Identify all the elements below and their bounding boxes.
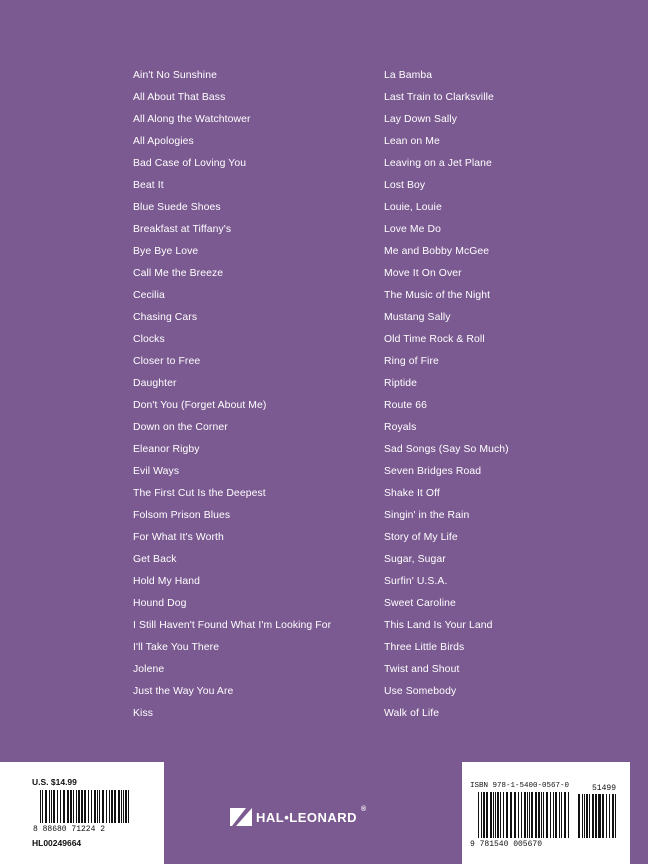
- song-title: Riptide: [384, 378, 418, 389]
- barcode-bar: [612, 794, 614, 838]
- barcode-bar: [546, 792, 548, 838]
- song-title: Get Back: [133, 554, 177, 565]
- barcode-bar: [514, 792, 516, 838]
- barcode-bar: [606, 794, 607, 838]
- barcode-bar: [82, 790, 83, 823]
- song-list: [133, 65, 635, 725]
- registered-mark: ®: [361, 806, 367, 813]
- song-title: Last Train to Clarksville: [384, 92, 494, 103]
- barcode-bar: [109, 790, 110, 823]
- publisher-name: HAL•LEONARD: [256, 809, 358, 825]
- barcode-bar: [60, 790, 61, 823]
- barcode-bar: [111, 790, 113, 823]
- price-label: U.S. $14.99: [32, 777, 77, 787]
- barcode-bar: [568, 792, 569, 838]
- song-title: The First Cut Is the Deepest: [133, 488, 266, 499]
- barcode-bar: [541, 792, 542, 838]
- barcode-bar: [555, 792, 557, 838]
- barcode-bar: [535, 792, 536, 838]
- barcode-bar: [550, 792, 551, 838]
- barcode-bar: [73, 790, 74, 823]
- song-title: Louie, Louie: [384, 202, 442, 213]
- publisher-logo: [230, 806, 367, 828]
- barcode-bar: [493, 792, 494, 838]
- barcode-bar: [121, 790, 122, 823]
- barcode-bar: [99, 790, 100, 823]
- barcode-bar: [128, 790, 129, 823]
- song-list-left: [133, 65, 384, 725]
- barcode-bar: [495, 792, 496, 838]
- barcode-bar: [88, 790, 89, 823]
- barcode-bar: [118, 790, 120, 823]
- barcode-bar: [57, 790, 58, 823]
- barcode-bar: [586, 794, 588, 838]
- song-title: Blue Suede Shoes: [133, 202, 221, 213]
- barcode-bar: [106, 790, 107, 823]
- upc-barcode: [40, 790, 130, 823]
- song-title: Just the Way You Are: [133, 686, 234, 697]
- song-title: Lay Down Sally: [384, 114, 458, 125]
- barcode-bar: [78, 790, 80, 823]
- song-title: The Music of the Night: [384, 290, 491, 301]
- barcode-bar: [478, 792, 479, 838]
- barcode-bar: [51, 790, 52, 823]
- barcode-bar: [84, 790, 86, 823]
- barcode-bar: [582, 794, 583, 838]
- song-title: Ain't No Sunshine: [133, 70, 217, 81]
- barcode-bar: [521, 792, 522, 838]
- barcode-bar: [511, 792, 512, 838]
- song-title: Singin' in the Rain: [384, 510, 470, 521]
- song-title: Move It On Over: [384, 268, 462, 279]
- barcode-bar: [42, 790, 43, 823]
- song-title: Eleanor Rigby: [133, 444, 200, 455]
- barcode-bar: [564, 792, 566, 838]
- song-title: Shake It Off: [384, 488, 440, 499]
- song-title: Royals: [384, 422, 417, 433]
- barcode-bar: [481, 792, 482, 838]
- song-title: All Apologies: [133, 136, 194, 147]
- barcode-bar: [500, 792, 501, 838]
- barcode-bar: [490, 792, 492, 838]
- barcode-bar: [486, 792, 487, 838]
- song-title: Jolene: [133, 664, 165, 675]
- barcode-bar: [559, 792, 560, 838]
- song-title: For What It's Worth: [133, 532, 224, 543]
- song-title: Sweet Caroline: [384, 598, 456, 609]
- barcode-bar: [114, 790, 115, 823]
- song-title: Twist and Shout: [384, 664, 460, 675]
- song-title: Beat It: [133, 180, 164, 191]
- isbn-label: ISBN 978-1-5400-0567-0: [470, 782, 570, 790]
- song-title: This Land Is Your Land: [384, 620, 493, 631]
- barcode-bar: [553, 792, 554, 838]
- barcode-bar: [543, 792, 544, 838]
- song-title: Call Me the Breeze: [133, 268, 224, 279]
- barcode-bar: [68, 790, 69, 823]
- barcode-bar: [91, 790, 92, 823]
- barcode-bar: [67, 790, 68, 823]
- barcode-bar: [599, 794, 600, 838]
- song-title: Sad Songs (Say So Much): [384, 444, 509, 455]
- barcode-bar: [506, 792, 508, 838]
- song-title: All Along the Watchtower: [133, 114, 251, 125]
- song-title: Surfin' U.S.A.: [384, 576, 448, 587]
- song-title: Cecilia: [133, 290, 165, 301]
- barcode-bar: [123, 790, 124, 823]
- barcode-bar: [49, 790, 50, 823]
- song-title: Ring of Fire: [384, 356, 439, 367]
- barcode-bar: [602, 794, 604, 838]
- song-title: Evil Ways: [133, 466, 180, 477]
- barcode-bar: [125, 790, 127, 823]
- barcode-bar: [531, 792, 533, 838]
- barcode-bar: [598, 794, 599, 838]
- song-title: Hound Dog: [133, 598, 187, 609]
- barcode-bar: [76, 790, 77, 823]
- barcode-bar: [584, 794, 585, 838]
- song-title: Mustang Sally: [384, 312, 451, 323]
- song-title: Chasing Cars: [133, 312, 198, 323]
- barcode-bar: [510, 792, 511, 838]
- song-title: Seven Bridges Road: [384, 466, 482, 477]
- barcode-bar: [102, 790, 104, 823]
- song-title: Hold My Hand: [133, 576, 201, 587]
- barcode-bar: [45, 790, 47, 823]
- barcode-bar: [536, 792, 537, 838]
- song-title: Down on the Corner: [133, 422, 228, 433]
- song-title: Story of My Life: [384, 532, 458, 543]
- barcode-bar: [483, 792, 485, 838]
- barcode-bar: [609, 794, 610, 838]
- barcode-bar: [595, 794, 597, 838]
- isbn-addon-barcode: [578, 794, 618, 838]
- isbn-digits: 9 781540 005670: [470, 840, 543, 849]
- barcode-bar: [561, 792, 562, 838]
- item-number: HL00249664: [32, 838, 82, 848]
- barcode-bar: [527, 792, 528, 838]
- song-title: Route 66: [384, 400, 427, 411]
- song-title: Old Time Rock & Roll: [384, 334, 485, 345]
- song-title: Sugar, Sugar: [384, 554, 446, 565]
- song-column-right: [384, 65, 635, 725]
- barcode-bar: [518, 792, 519, 838]
- song-title: I Still Haven't Found What I'm Looking For: [133, 620, 332, 631]
- song-title: Me and Bobby McGee: [384, 246, 490, 257]
- song-title: Breakfast at Tiffany's: [133, 224, 232, 235]
- song-title: Bye Bye Love: [133, 246, 199, 257]
- song-column-left: [133, 65, 384, 725]
- song-title: Folsom Prison Blues: [133, 510, 231, 521]
- hal-leonard-logo-icon: [230, 806, 252, 828]
- song-title: Clocks: [133, 334, 165, 345]
- song-title: Walk of Life: [384, 708, 440, 719]
- barcode-bar: [115, 790, 116, 823]
- barcode-bar: [70, 790, 72, 823]
- song-title: Use Somebody: [384, 686, 457, 697]
- song-title: Three Little Birds: [384, 642, 465, 653]
- barcode-bar: [524, 792, 526, 838]
- barcode-bar: [487, 792, 488, 838]
- barcode-bar: [97, 790, 98, 823]
- barcode-bar: [592, 794, 593, 838]
- song-title: Don't You (Forget About Me): [133, 400, 267, 411]
- song-list-right: [384, 65, 635, 725]
- song-title: All About That Bass: [133, 92, 226, 103]
- song-title: Lean on Me: [384, 136, 440, 147]
- song-title: Daughter: [133, 378, 177, 389]
- barcode-bar: [538, 792, 540, 838]
- song-title: Love Me Do: [384, 224, 442, 235]
- song-title: Lost Boy: [384, 180, 426, 191]
- barcode-bar: [40, 790, 41, 823]
- song-title: Closer to Free: [133, 356, 201, 367]
- barcode-bar: [615, 794, 616, 838]
- barcode-bar: [529, 792, 530, 838]
- upc-digits: 8 88680 71224 2: [33, 825, 106, 834]
- song-title: I'll Take You There: [133, 642, 220, 653]
- barcode-bar: [94, 790, 96, 823]
- barcode-bar: [81, 790, 82, 823]
- song-title: La Bamba: [384, 70, 433, 81]
- addon-digits: 51499: [592, 784, 617, 793]
- song-title: Bad Case of Loving You: [133, 158, 247, 169]
- isbn-barcode: [478, 792, 570, 838]
- song-title: Kiss: [133, 708, 154, 719]
- barcode-bar: [578, 794, 580, 838]
- barcode-bar: [497, 792, 499, 838]
- barcode-bar: [63, 790, 65, 823]
- barcode-bar: [53, 790, 55, 823]
- barcode-bar: [589, 794, 590, 838]
- barcode-bar: [503, 792, 504, 838]
- song-title: Leaving on a Jet Plane: [384, 158, 492, 169]
